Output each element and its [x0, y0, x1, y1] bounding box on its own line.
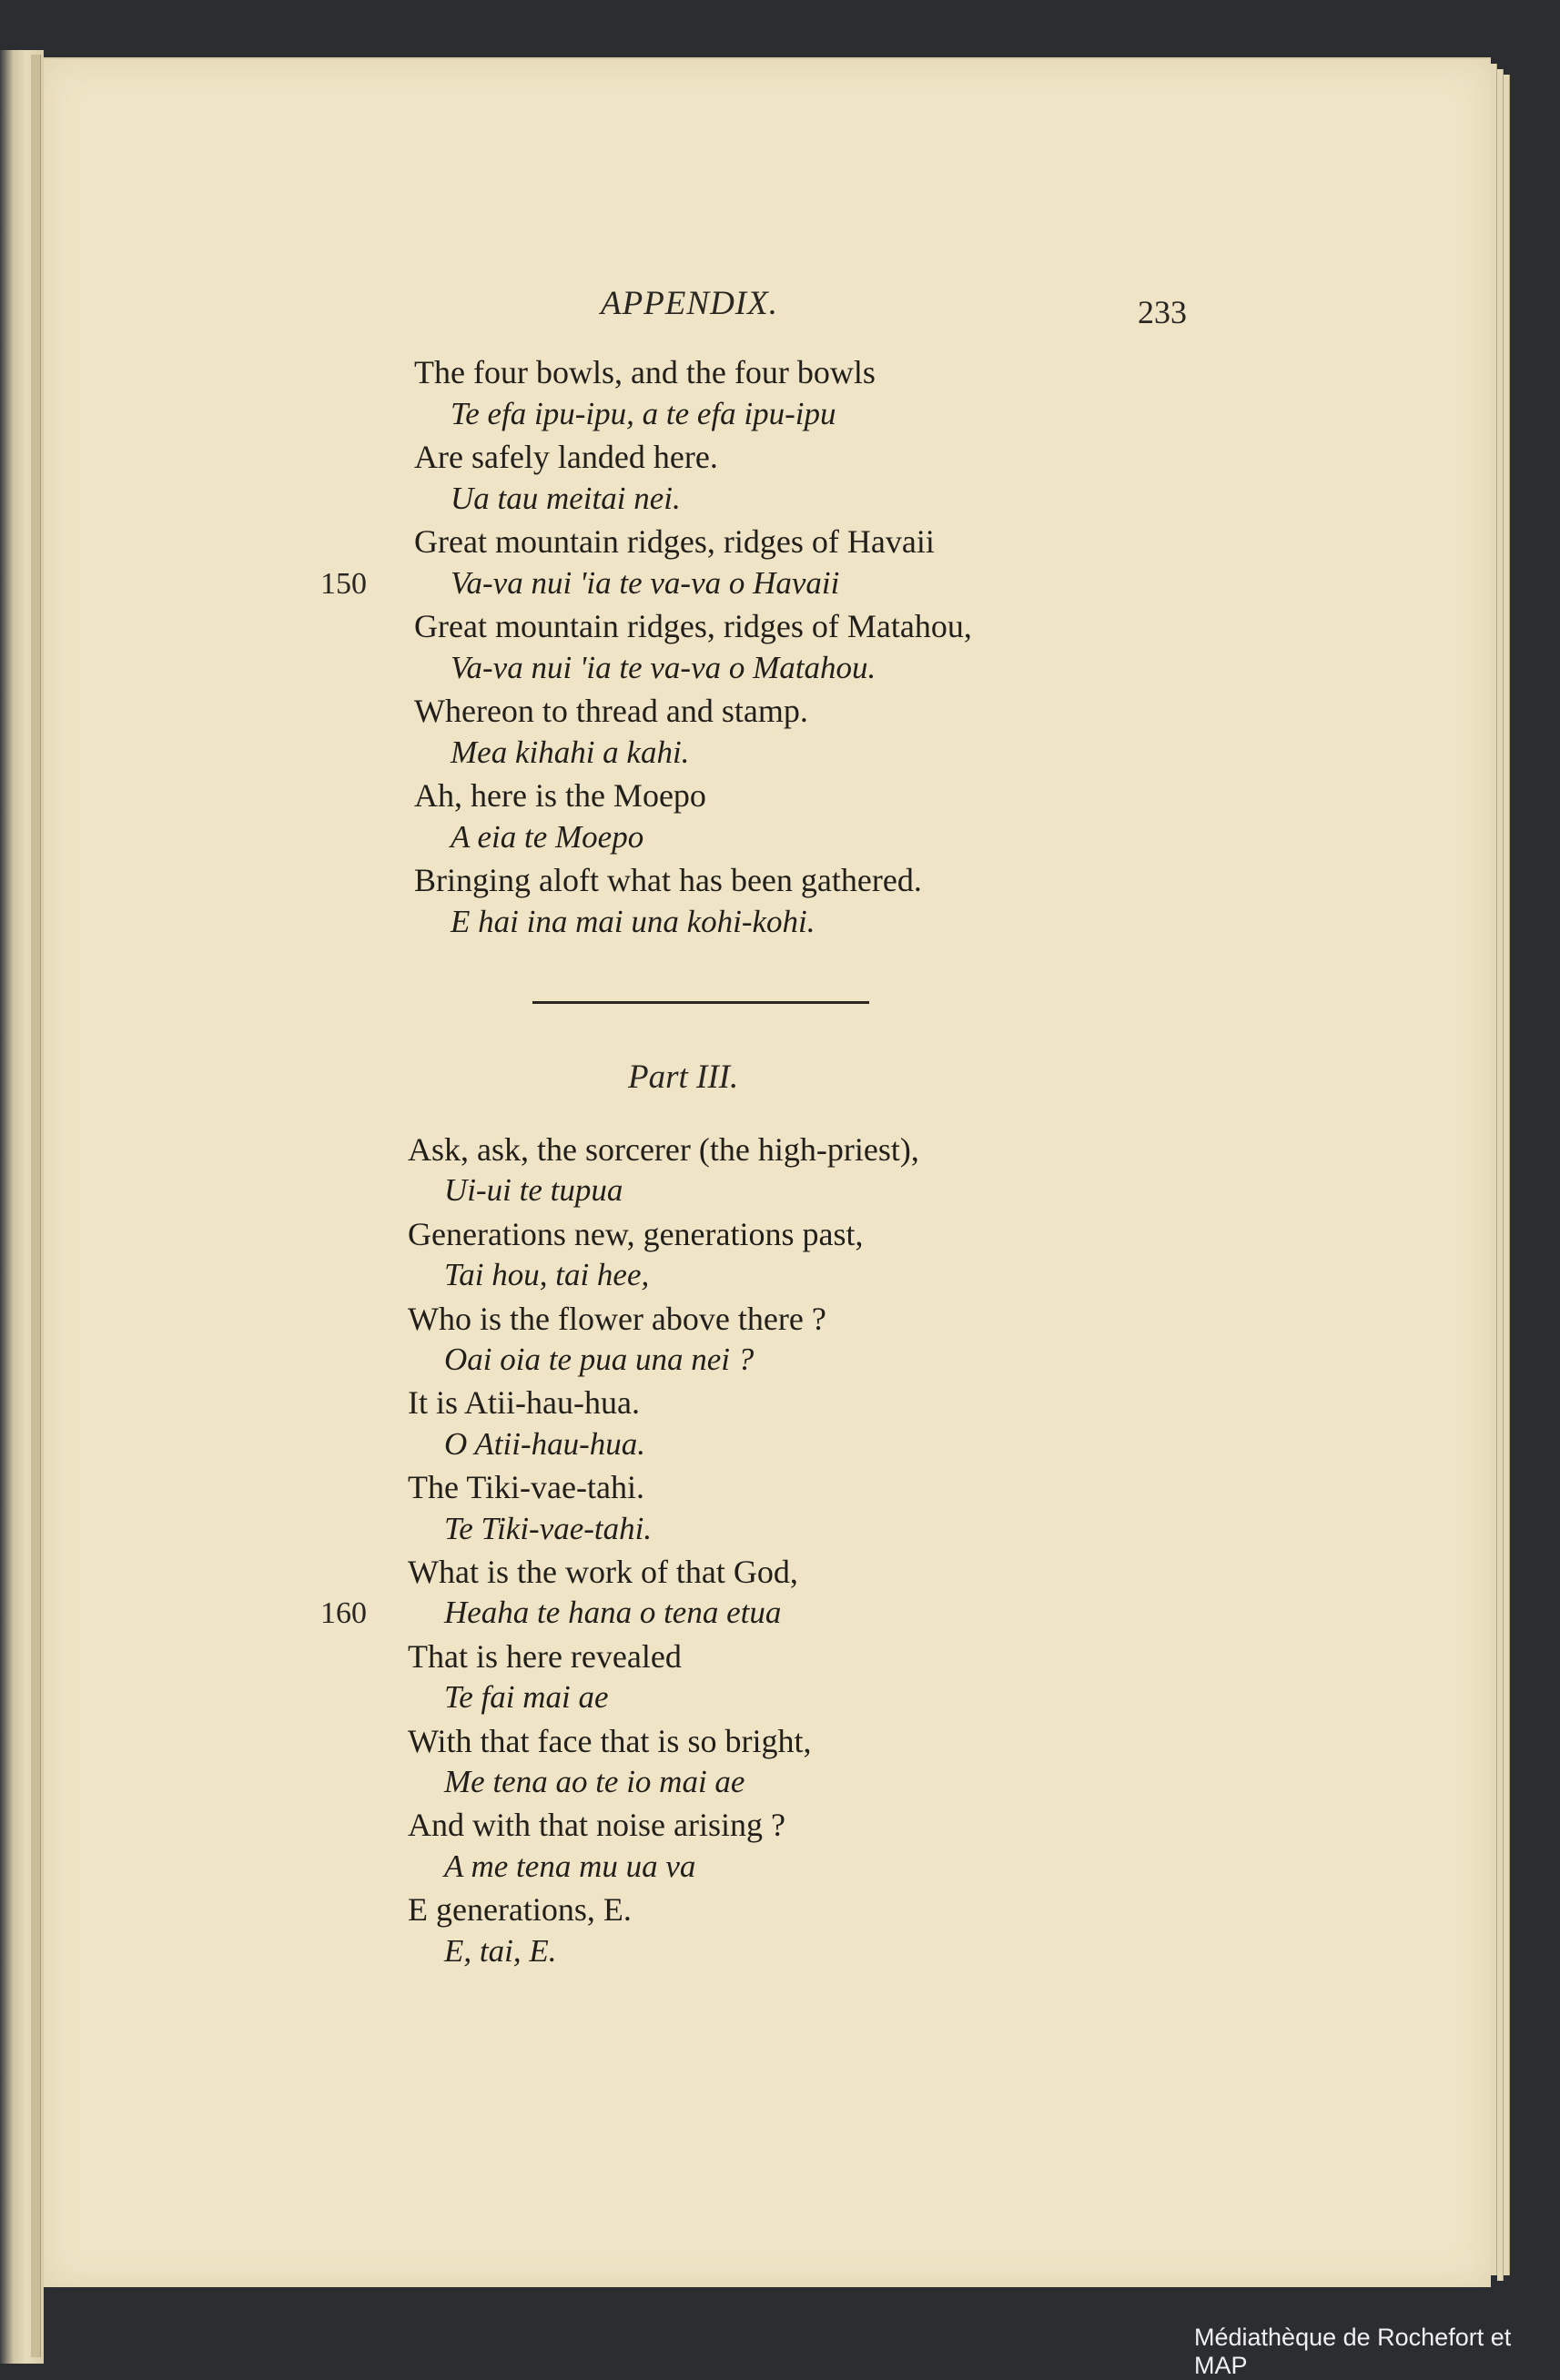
english-verse-line: Bringing aloft what has been gathered. — [414, 862, 922, 898]
polynesian-verse-line: Oai oia te pua una nei ? — [444, 1342, 755, 1377]
polynesian-verse-line: Va-va nui 'ia te va-va o Matahou. — [451, 649, 876, 685]
polynesian-verse-line: Te Tiki-vae-tahi. — [444, 1510, 653, 1546]
english-verse-line: The Tiki-vae-tahi. — [408, 1469, 644, 1506]
english-verse-line: It is Atii-hau-hua. — [408, 1384, 640, 1422]
section-divider-rule — [532, 1001, 869, 1004]
polynesian-verse-line: Mea kihahi a kahi. — [451, 734, 690, 770]
english-verse-line: Great mountain ridges, ridges of Matahou, — [414, 608, 972, 644]
polynesian-verse-line: E hai ina mai una kohi-kohi. — [451, 903, 815, 939]
page-stack-edge — [1497, 69, 1504, 2281]
running-head: APPENDIX. — [601, 285, 778, 322]
english-verse-line: Great mountain ridges, ridges of Havaii — [414, 523, 935, 560]
english-verse-line: With that face that is so bright, — [408, 1722, 812, 1759]
english-verse-line: Who is the flower above there ? — [408, 1300, 826, 1337]
polynesian-verse-line: Heaha te hana o tena etua — [444, 1595, 782, 1631]
english-verse-line: Whereon to thread and stamp. — [414, 693, 808, 729]
english-verse-line: And with that noise arising ? — [408, 1807, 785, 1844]
polynesian-verse-line: Ui-ui te tupua — [444, 1172, 623, 1209]
polynesian-verse-line: Te efa ipu-ipu, a te efa ipu-ipu — [451, 395, 836, 431]
watermark-credit: Médiathèque de Rochefort et MAP — [1194, 2324, 1512, 2379]
english-verse-line: What is the work of that God, — [408, 1554, 798, 1590]
page-stack-edge — [1491, 64, 1497, 2275]
polynesian-verse-line: O Atii-hau-hua. — [444, 1425, 646, 1462]
english-verse-line: Ah, here is the Moepo — [414, 777, 706, 814]
english-verse-line: E generations, E. — [408, 1891, 632, 1929]
previous-page-edge — [31, 55, 41, 2357]
english-verse-line: Ask, ask, the sorcerer (the high-priest), — [408, 1131, 919, 1168]
polynesian-verse-line: E, tai, E. — [444, 1932, 557, 1969]
english-verse-line: That is here revealed — [408, 1637, 682, 1675]
polynesian-verse-line: Ua tau meitai nei. — [451, 480, 681, 516]
polynesian-verse-line: Me tena ao te io mai ae — [444, 1764, 745, 1799]
polynesian-verse-line: Tai hou, tai hee, — [444, 1257, 650, 1293]
page-stack-edge — [1504, 75, 1510, 2275]
english-verse-line: Are safely landed here. — [414, 439, 718, 475]
english-verse-line: Generations new, generations past, — [408, 1215, 864, 1252]
page-number: 233 — [1138, 294, 1187, 330]
section-title: Part III. — [628, 1058, 739, 1096]
polynesian-verse-line: Va-va nui 'ia te va-va o Havaii — [451, 564, 840, 601]
book-page — [44, 57, 1491, 2287]
line-number: 160 — [320, 1596, 367, 1631]
polynesian-verse-line: A eia te Moepo — [451, 818, 644, 855]
english-verse-line: The four bowls, and the four bowls — [414, 354, 876, 390]
polynesian-verse-line: A me tena mu ua va — [444, 1848, 696, 1884]
polynesian-verse-line: Te fai mai ae — [444, 1679, 609, 1716]
line-number: 150 — [320, 566, 367, 601]
